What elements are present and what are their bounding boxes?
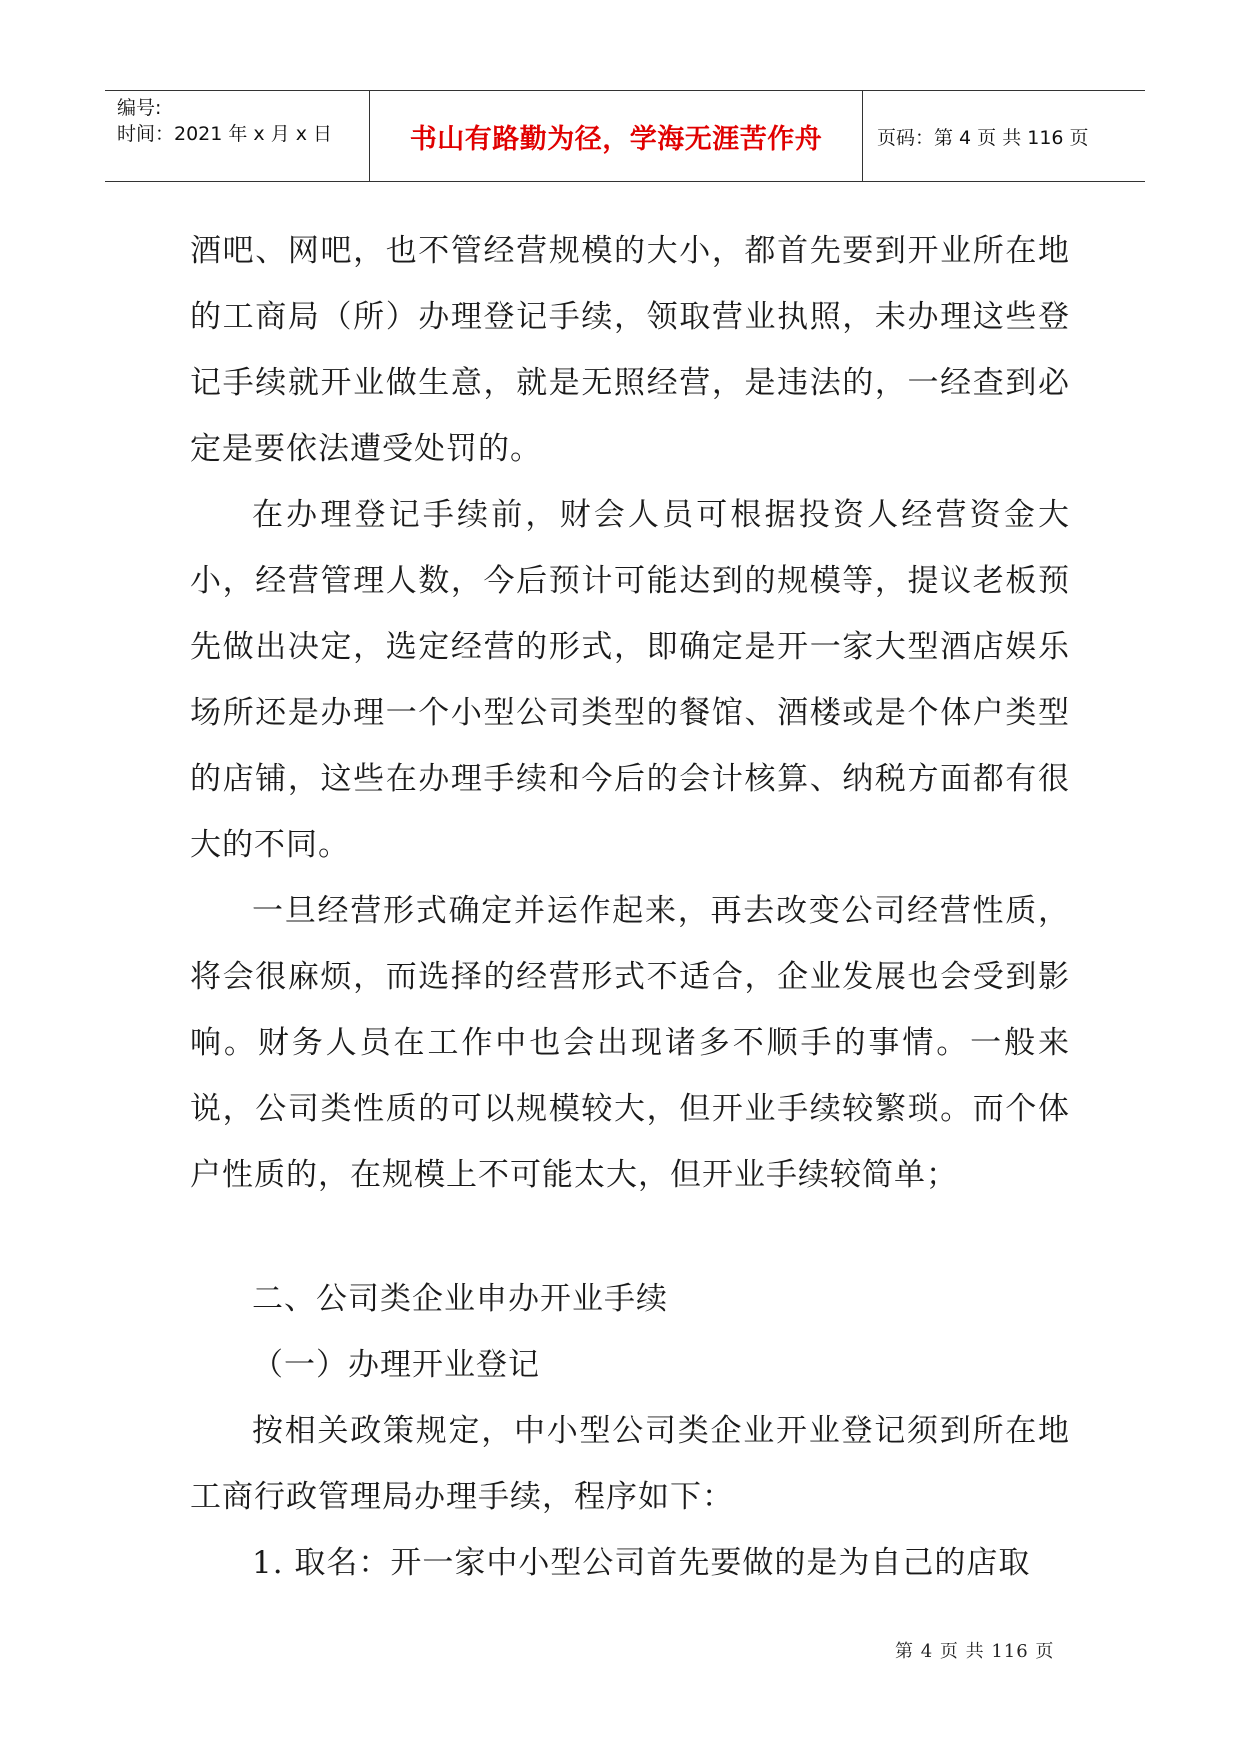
- section-heading: 二、公司类企业申办开业手续: [252, 1281, 668, 1317]
- document-time-label: 时间：2021 年 x 月 x 日: [117, 123, 333, 145]
- paragraph-business-form: 一旦经营形式确定并运作起来，再去改变公司经营性质，将会很麻烦，而选择的经营形式不适合，企业发展也会受到影响。财务人员在工作中也会出现诸多不顺手的事情。一般来说，公司类性质的可以规模较大，但开业手续较繁琐。而个体户性质的，在规模上不可能太大，但开业手续较简单；: [190, 893, 1070, 1193]
- subsection-heading: （一）办理开业登记: [252, 1347, 540, 1383]
- header-motto-cell: [369, 91, 863, 181]
- paragraph-spacer: [190, 1208, 1070, 1266]
- document-number-label: 编号:: [117, 97, 162, 119]
- document-body: [190, 218, 1070, 1596]
- paragraph-registration-choice: 在办理登记手续前，财会人员可根据投资人经营资金大小，经营管理人数，今后预计可能达到的规模等，提议老板预先做出决定，选定经营的形式，即确定是开一家大型酒店娱乐场所还是办理一个小型公司类型的餐馆、酒楼或是个体户类型的店铺，这些在办理手续和今后的会计核算、纳税方面都有很大的不同。: [190, 497, 1070, 863]
- paragraph-continuation: 酒吧、网吧，也不管经营规模的大小，都首先要到开业所在地的工商局（所）办理登记手续，领取营业执照，未办理这些登记手续就开业做生意，就是无照经营，是违法的，一经查到必定是要依法遭受处罚的。: [190, 233, 1070, 467]
- header-meta-cell: [105, 91, 369, 181]
- header-page-cell: [863, 91, 1145, 181]
- page-footer: 第 4 页 共 116 页: [895, 1641, 1055, 1662]
- paragraph-registration-procedure: 按相关政策规定，中小型公司类企业开业登记须到所在地工商行政管理局办理手续，程序如下：: [190, 1413, 1070, 1515]
- header-page-info: 页码：第 4 页 共 116 页: [877, 126, 1089, 149]
- header-motto: 书山有路勤为径，学海无涯苦作舟: [409, 123, 823, 155]
- page-header: [105, 90, 1145, 182]
- paragraph-naming-step: 1. 取名：开一家中小型公司首先要做的是为自己的店取: [252, 1545, 1031, 1581]
